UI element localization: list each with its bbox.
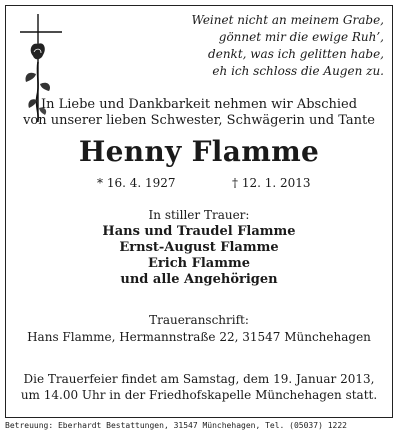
mourner-name: Hans und Traudel Flamme xyxy=(102,224,296,239)
farewell-intro xyxy=(10,97,388,129)
deceased-name: Henny Flamme xyxy=(78,135,320,168)
intro-line: In Liebe und Dankbarkeit nehmen wir Abschied xyxy=(40,97,358,112)
poem-line: denkt, was ich gelitten habe, xyxy=(208,47,384,61)
poem-line: gönnet mir die ewige Ruh’, xyxy=(218,30,384,44)
funeral-line: Die Trauerfeier findet am Samstag, dem 19. Januar 2013, xyxy=(23,372,375,386)
mourners-list xyxy=(10,224,388,288)
funeral-home-footer: Betreuung: Eberhardt Bestattungen, 31547 Münchehagen, Tel. (05037) 1222 xyxy=(5,421,347,430)
mourning-address: Hans Flamme, Hermannstraße 22, 31547 Münchehagen xyxy=(27,330,371,344)
address-label: Traueranschrift: xyxy=(149,313,249,327)
funeral-notice xyxy=(10,371,388,403)
funeral-line: um 14.00 Uhr in der Friedhofskapelle Münchehagen statt. xyxy=(20,388,378,402)
birth-date: * 16. 4. 1927 xyxy=(97,176,176,190)
mourner-name: Ernst-August Flamme xyxy=(119,240,279,255)
mourner-name: und alle Angehörigen xyxy=(120,272,278,287)
mourning-heading: In stiller Trauer: xyxy=(148,208,250,222)
poem xyxy=(190,12,384,80)
mourner-name: Erich Flamme xyxy=(148,256,250,271)
intro-line: von unserer lieben Schwester, Schwägerin und Tante xyxy=(23,113,375,128)
poem-line: Weinet nicht an meinem Grabe, xyxy=(191,13,384,27)
death-date: † 12. 1. 2013 xyxy=(232,176,311,190)
poem-line: eh ich schloss die Augen zu. xyxy=(212,64,384,78)
